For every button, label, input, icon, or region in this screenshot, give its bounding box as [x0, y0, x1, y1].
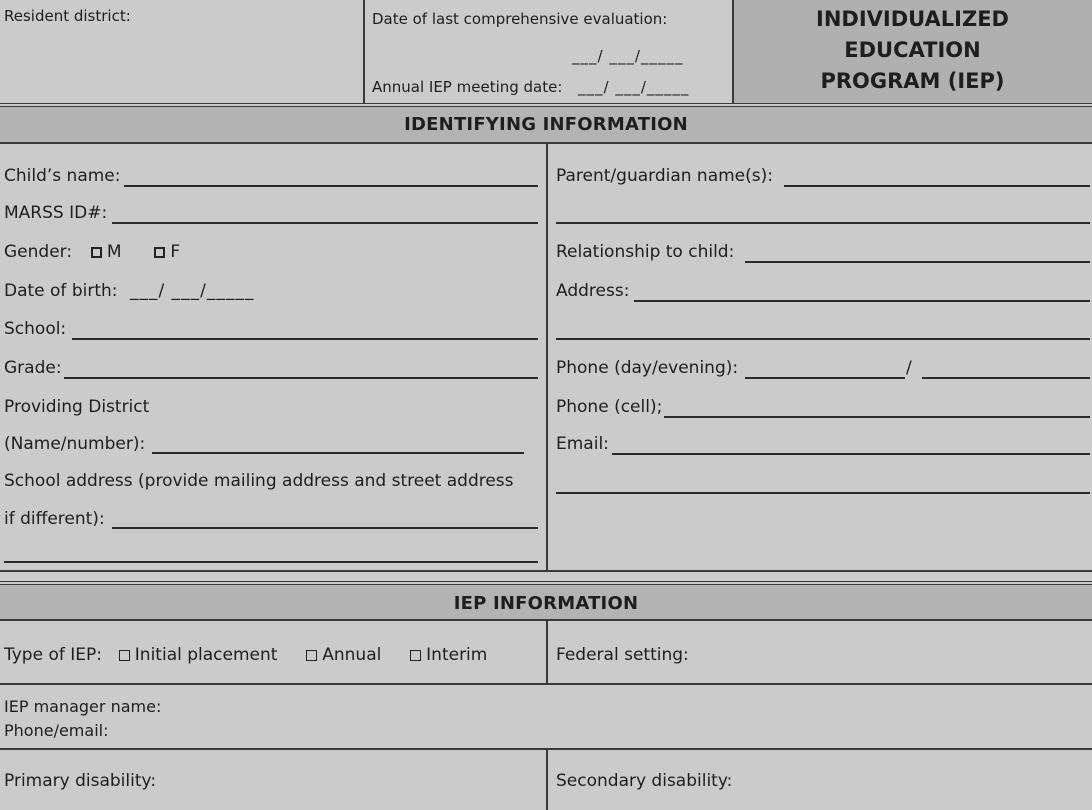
interim-label: Interim	[426, 645, 488, 665]
phone-cell-label: Phone (cell);	[556, 397, 663, 417]
school-address-field-2[interactable]	[4, 561, 538, 563]
rule-iep-top	[0, 581, 1092, 582]
providing-district-field[interactable]	[152, 452, 524, 454]
name-number-label: (Name/number):	[4, 434, 146, 454]
marss-id-label: MARSS ID#:	[4, 203, 108, 223]
gender-label: Gender:	[4, 242, 73, 262]
school-field[interactable]	[72, 338, 538, 340]
interim-checkbox[interactable]	[410, 650, 421, 661]
rule-top-2	[0, 106, 1092, 107]
childs-name-label: Child’s name:	[4, 166, 121, 186]
eval-date-label: Date of last comprehensive evaluation:	[372, 10, 668, 28]
rule-top-1	[0, 103, 1092, 104]
gender-f-label: F	[170, 242, 181, 262]
initial-placement-checkbox[interactable]	[119, 650, 130, 661]
annual-label: Annual	[322, 645, 382, 665]
rule-iep-top-2	[0, 584, 1092, 585]
address-field-1[interactable]	[634, 300, 1090, 302]
header-divider-1	[363, 0, 365, 103]
address-label: Address:	[556, 281, 630, 301]
relationship-field[interactable]	[745, 261, 1090, 263]
meeting-date-label: Annual IEP meeting date:	[372, 78, 563, 96]
dob-label: Date of birth:	[4, 281, 118, 301]
address-field-2[interactable]	[556, 338, 1090, 340]
identifying-section-title: IDENTIFYING INFORMATION	[404, 114, 688, 135]
school-address-label-1: School address (provide mailing address and street address	[4, 471, 514, 491]
childs-name-field[interactable]	[124, 185, 538, 187]
title-line-1: INDIVIDUALIZED	[816, 7, 1009, 31]
rule-iep-row1	[0, 683, 1092, 685]
phone-email-label: Phone/email:	[4, 721, 109, 740]
grade-field[interactable]	[64, 377, 538, 379]
title-line-2: EDUCATION	[844, 38, 981, 62]
resident-district-label: Resident district:	[4, 7, 131, 25]
parent-name-label: Parent/guardian name(s):	[556, 166, 773, 186]
secondary-disability-label: Secondary disability:	[556, 771, 733, 791]
iep-type-row	[4, 645, 487, 665]
phone-evening-field[interactable]	[922, 377, 1090, 379]
phone-slash: /	[906, 358, 912, 378]
school-address-label-2: if different):	[4, 509, 105, 529]
federal-setting-label: Federal setting:	[556, 645, 689, 665]
email-label: Email:	[556, 434, 609, 454]
grade-label: Grade:	[4, 358, 62, 378]
initial-placement-label: Initial placement	[134, 645, 278, 665]
providing-district-label: Providing District	[4, 397, 150, 417]
email-field-1[interactable]	[612, 453, 1090, 455]
parent-name-field-2[interactable]	[556, 222, 1090, 224]
relationship-label: Relationship to child:	[556, 242, 735, 262]
email-field-2[interactable]	[556, 492, 1090, 494]
meeting-date-blank[interactable]: ___/ ___/_____	[578, 78, 690, 96]
annual-checkbox[interactable]	[306, 650, 317, 661]
gender-row	[4, 242, 180, 262]
eval-date-blank[interactable]: ___/ ___/_____	[572, 47, 684, 65]
phone-day-label: Phone (day/evening):	[556, 358, 739, 378]
iep-manager-label: IEP manager name:	[4, 697, 162, 716]
primary-disability-label: Primary disability:	[4, 771, 157, 791]
iep-row1-divider	[546, 620, 548, 684]
identifying-divider	[546, 142, 548, 571]
iep-row3-divider	[546, 749, 548, 810]
form-title	[733, 4, 1092, 97]
rule-identifying-end	[0, 570, 1092, 572]
gender-f-checkbox[interactable]	[154, 247, 165, 258]
marss-id-field[interactable]	[112, 222, 538, 224]
gender-m-checkbox[interactable]	[91, 247, 102, 258]
school-address-field-1[interactable]	[112, 527, 538, 529]
gender-m-label: M	[106, 242, 122, 262]
iep-section-title: IEP INFORMATION	[453, 593, 639, 614]
iep-type-label: Type of IEP:	[4, 645, 102, 665]
phone-day-field[interactable]	[745, 377, 905, 379]
phone-cell-field[interactable]	[664, 416, 1090, 418]
dob-blank[interactable]: ___/ ___/_____	[130, 281, 255, 301]
parent-name-field-1[interactable]	[784, 185, 1090, 187]
school-label: School:	[4, 319, 67, 339]
title-line-3: PROGRAM (IEP)	[820, 69, 1005, 93]
